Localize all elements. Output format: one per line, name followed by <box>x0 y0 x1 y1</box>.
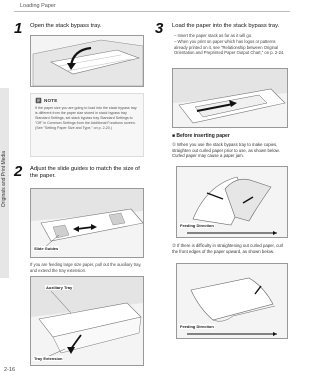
printer-bypass-open-illustration <box>31 36 143 86</box>
page-number: 2-16 <box>4 367 16 373</box>
step-2-figure-guides <box>30 188 144 258</box>
header-title: Loading Paper <box>20 3 56 9</box>
before-inserting-item-2: ② If there is difficulty in straightening out curled paper, curl the front edges of the paper upward, as shown below. <box>172 243 284 254</box>
slide-guides-label: Slide Guides <box>34 246 59 251</box>
step-3-bullet-2: – When you print on paper which has logos or patterns already printed on it, see "Relationship between Original Orientation and Preprinted Paper Output Chart," on p. 2-24. <box>174 39 285 56</box>
step-3-number: 3 <box>155 20 164 37</box>
note-icon <box>35 97 42 104</box>
note-label: NOTE <box>44 98 58 103</box>
step-2-title: Adjust the slide guides to match the size of the paper. <box>30 166 140 180</box>
step-1-title: Open the stack bypass tray. <box>30 23 102 29</box>
curled-paper-figure-2 <box>176 263 288 339</box>
step-1-number: 1 <box>14 20 23 37</box>
note-box <box>30 93 144 157</box>
step-2-figure-tray <box>30 276 144 366</box>
step-3-figure <box>172 68 288 128</box>
step-1-figure <box>30 35 144 87</box>
header-divider <box>14 11 290 12</box>
step-2-number: 2 <box>14 163 23 180</box>
curled-paper-figure-1 <box>176 166 288 238</box>
note-text: If the paper size you are going to load into the stack bypass tray is different from the paper size stored in stack bypass tray Standard Settings, set stack bypass tray Standard Settings to "Off" in Common Settings from the Additional Functions screen. (See "Setting Paper Size and Type," on p. 2-20.) <box>35 106 137 131</box>
before-inserting-item-1: ① When you use the stack bypass tray to make copies, straighten out curled paper prior to use, as shown below. Curled paper may cause a paper jam. <box>172 142 280 159</box>
auxiliary-tray-label: Auxiliary Tray <box>46 285 73 290</box>
tray-extension-label: Tray Extension <box>34 356 63 361</box>
load-paper-illustration <box>173 69 287 127</box>
before-inserting-heading: ■ Before inserting paper <box>172 133 230 139</box>
feeding-direction-label-1: Feeding Direction <box>180 223 214 228</box>
step-3-title: Load the paper into the stack bypass tray. <box>172 23 280 29</box>
feeding-direction-label-2: Feeding Direction <box>180 324 214 329</box>
side-tab-label: Originals and Print Media <box>1 150 7 208</box>
step-2-body: If you are feeding large size paper, pull out the auxiliary tray, and extend the tray extension. <box>30 262 142 273</box>
step-3-bullet-1: – Insert the paper stack as far as it will go. <box>174 33 253 38</box>
auxiliary-tray-illustration <box>31 277 143 365</box>
